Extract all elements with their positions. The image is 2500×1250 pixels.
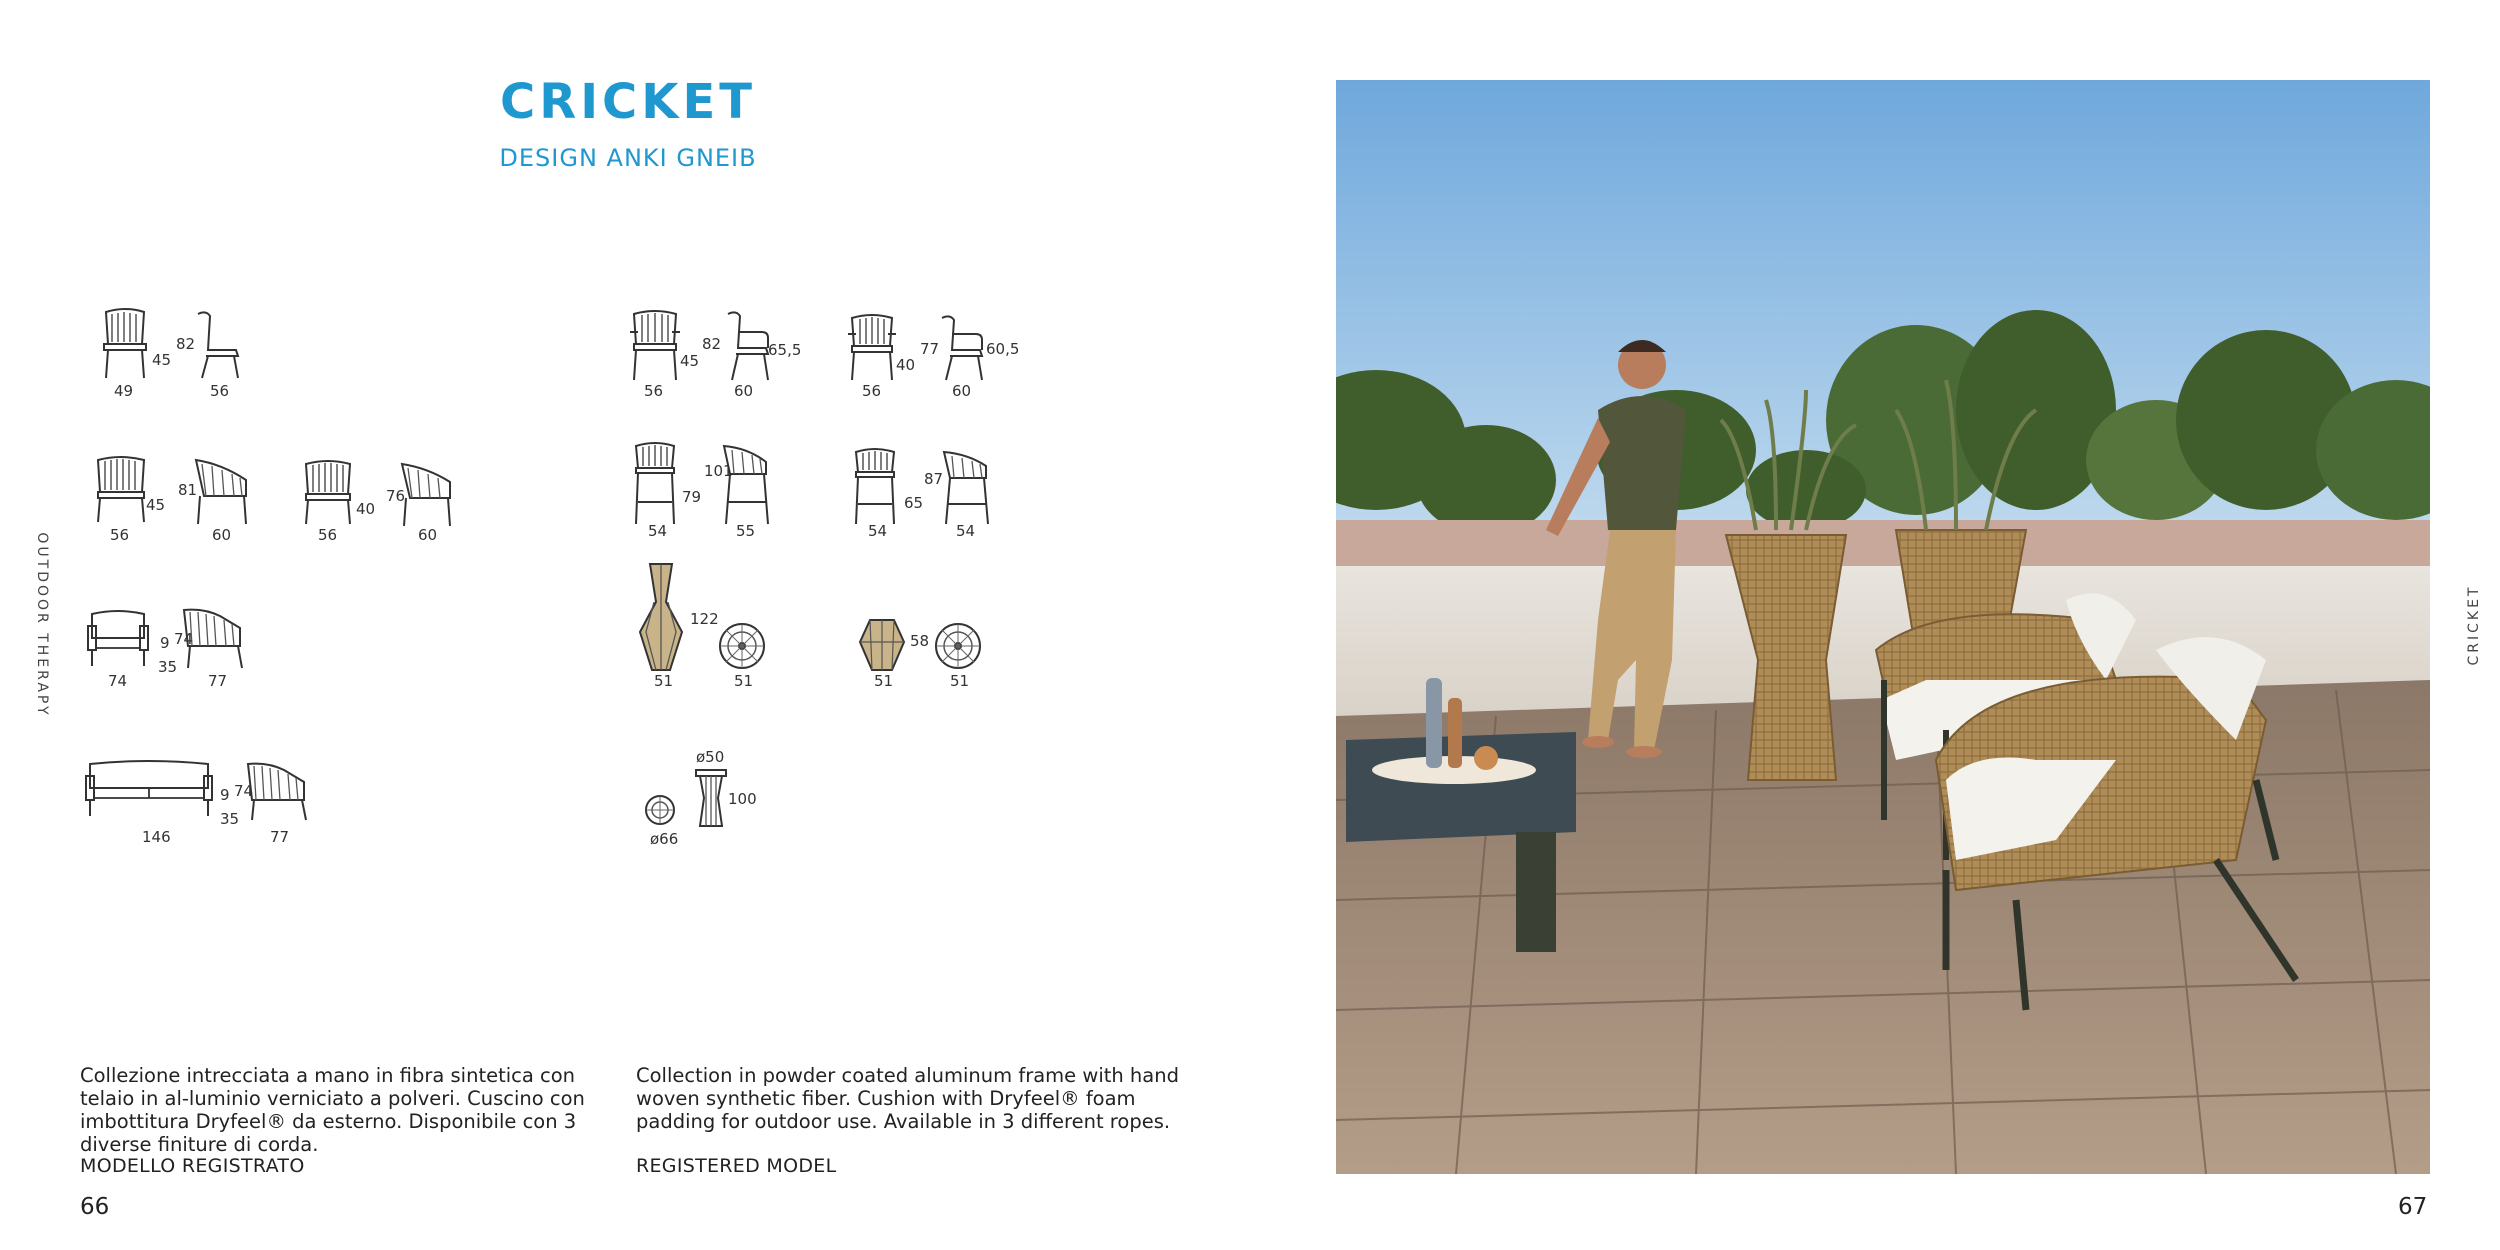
planter-tall-front-drawing	[636, 562, 686, 672]
dim-seat-offset: 9	[220, 786, 230, 804]
chair-arm-low-side-drawing	[936, 314, 988, 382]
dim-depth: 60	[952, 382, 972, 400]
chair-arm-low-front-drawing	[846, 314, 898, 382]
dim-top-diameter: ø50	[696, 748, 725, 766]
side-caption-right: CRICKET	[2466, 584, 2482, 666]
dim-height: 81	[178, 481, 198, 499]
chair-arm-side-drawing	[722, 310, 774, 382]
dim-height: 82	[176, 335, 196, 353]
armchair-low-side-drawing	[398, 460, 456, 528]
side-table-front-drawing	[694, 768, 728, 828]
dim-width: 49	[114, 382, 134, 400]
dim-depth: 55	[736, 522, 756, 540]
armchair-low-front-drawing	[302, 460, 354, 526]
dim-diameter: 51	[734, 672, 754, 690]
dim-width: 146	[142, 828, 171, 846]
planter-low-front-drawing	[858, 618, 906, 672]
dim-width: 51	[654, 672, 674, 690]
dim-diameter: 51	[950, 672, 970, 690]
dim-width: 56	[110, 526, 130, 544]
barstool-high-side-drawing	[720, 442, 772, 526]
dim-height: 58	[910, 632, 930, 650]
dim-seat-offset: 9	[160, 634, 170, 652]
chair-armless-side-drawing	[192, 310, 242, 380]
side-caption-left: OUTDOOR THERAPY	[34, 532, 50, 718]
dim-width: 54	[868, 522, 888, 540]
dim-seat-height: 79	[682, 488, 702, 506]
dim-width: 56	[318, 526, 338, 544]
dim-width: 56	[644, 382, 664, 400]
dim-height: 82	[702, 335, 722, 353]
dim-height: 74	[234, 782, 254, 800]
page-number-right: 67	[2398, 1194, 2428, 1220]
dim-depth: 77	[270, 828, 290, 846]
dim-height: 100	[728, 790, 757, 808]
dim-seat-height: 35	[158, 658, 178, 676]
dim-depth: 60	[418, 526, 438, 544]
product-photo	[1336, 80, 2430, 1174]
dim-depth: 60	[734, 382, 754, 400]
description-italian: Collezione intrecciata a mano in fibra sintetica con telaio in al-luminio verniciato a polveri. Cuscino con imbottitura Dryfeel® da esterno. Disponibile con 3 diverse finiture di corda.	[80, 1064, 585, 1156]
dim-seat-height: 35	[220, 810, 240, 828]
chair-arm-front-drawing	[628, 310, 682, 382]
dim-depth: 60	[212, 526, 232, 544]
chair-armless-front-drawing	[100, 308, 150, 380]
dim-height: 87	[924, 470, 944, 488]
terrace-scene	[1336, 80, 2430, 1174]
dim-height: 122	[690, 610, 719, 628]
dim-depth: 56	[210, 382, 230, 400]
page-number-left: 66	[80, 1194, 110, 1220]
dim-width: 74	[108, 672, 128, 690]
planter-tall-top-drawing	[718, 622, 766, 670]
designer-subtitle: DESIGN ANKI GNEIB	[499, 144, 757, 172]
dim-arm-height: 65,5	[768, 341, 802, 359]
dim-depth: 54	[956, 522, 976, 540]
dim-width: 54	[648, 522, 668, 540]
lounge-chair-front-drawing	[86, 608, 150, 668]
sofa-front-drawing	[84, 758, 214, 818]
dim-seat-height: 40	[896, 356, 916, 374]
armchair-high-side-drawing	[192, 456, 252, 526]
dim-seat-height: 45	[152, 351, 172, 369]
dim-depth: 77	[208, 672, 228, 690]
armchair-high-front-drawing	[94, 456, 148, 524]
dim-seat-height: 40	[356, 500, 376, 518]
dim-seat-height: 45	[680, 352, 700, 370]
dim-height: 77	[920, 340, 940, 358]
barstool-low-side-drawing	[940, 448, 992, 526]
planter-low-top-drawing	[934, 622, 982, 670]
barstool-low-front-drawing	[852, 448, 898, 526]
dim-width: 51	[874, 672, 894, 690]
registered-model-italian: MODELLO REGISTRATO	[80, 1155, 305, 1177]
barstool-high-front-drawing	[632, 442, 678, 526]
dim-height: 74	[174, 630, 194, 648]
collection-title: CRICKET	[500, 74, 756, 130]
sofa-side-drawing	[244, 760, 314, 822]
dim-height: 101	[704, 462, 733, 480]
dim-width: 56	[862, 382, 882, 400]
side-table-top-drawing	[644, 794, 676, 826]
dim-base-diameter: ø66	[650, 830, 679, 848]
dim-arm-height: 60,5	[986, 340, 1020, 358]
registered-model-english: REGISTERED MODEL	[636, 1155, 837, 1177]
dim-seat-height: 65	[904, 494, 924, 512]
description-english: Collection in powder coated aluminum frame with hand woven synthetic fiber. Cushion with Dryfeel® foam padding for outdoor use. Available in 3 different ropes.	[636, 1064, 1179, 1133]
dim-height: 76	[386, 487, 406, 505]
dim-seat-height: 45	[146, 496, 166, 514]
